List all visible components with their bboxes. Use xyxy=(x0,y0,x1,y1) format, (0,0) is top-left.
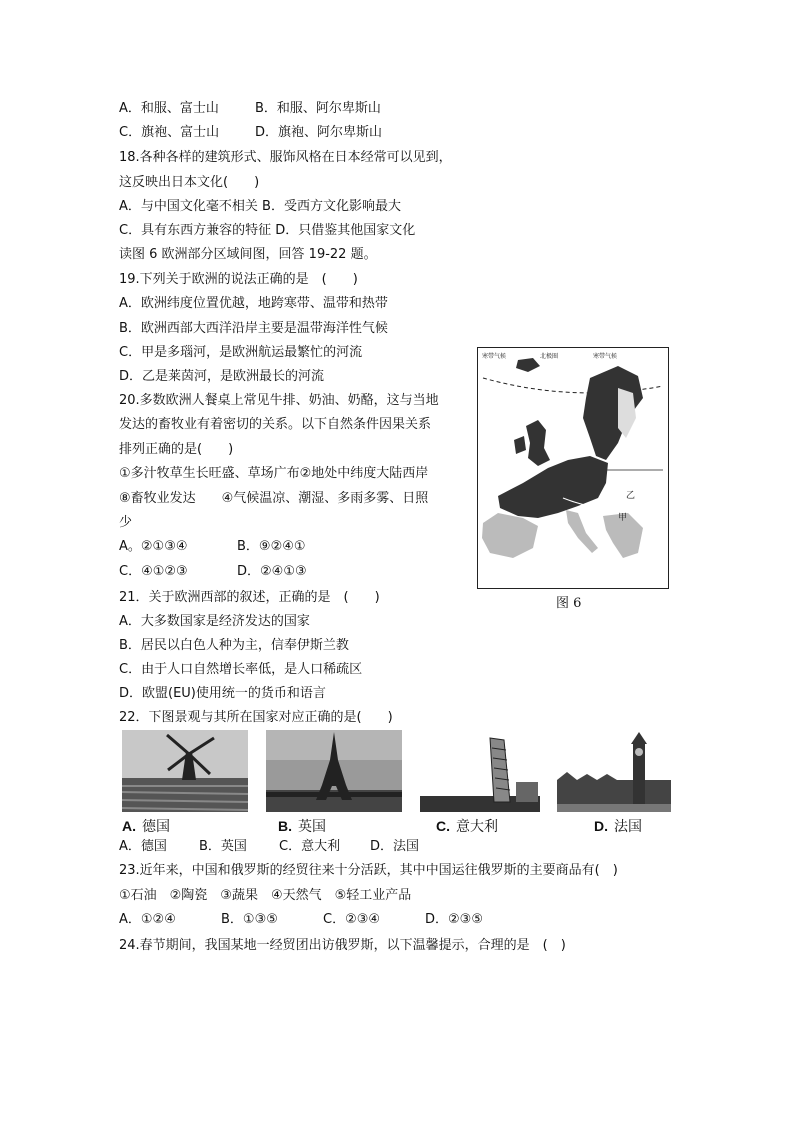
q23-stem: 23.近年来，中国和俄罗斯的经贸往来十分活跃，其中中国运往俄罗斯的主要商品有( ) xyxy=(119,863,618,878)
caption-a: A. 德国 xyxy=(122,818,170,835)
big-ben-image xyxy=(557,730,671,812)
iceland-shape xyxy=(516,358,540,372)
eiffel-tower-image xyxy=(266,730,402,812)
leaning-tower-image xyxy=(420,730,540,812)
windmill-image xyxy=(122,730,248,812)
q20-stem-line3: 排列正确的是( ) xyxy=(119,442,234,457)
q17-option-a: A．和服、富士山 xyxy=(119,101,219,116)
finland-shape xyxy=(618,388,636,438)
caption-b: B. 英国 xyxy=(278,818,326,835)
q20-item-line1: ①多汁牧草生长旺盛、草场广布②地处中纬度大陆西岸 xyxy=(119,466,429,481)
label-cold-climate-left: 寒带气候 xyxy=(482,353,507,360)
europe-map-figure xyxy=(477,347,669,589)
q17-option-b: B．和服、阿尔卑斯山 xyxy=(255,101,381,116)
q21-option-d: D．欧盟(EU)使用统一的货币和语言 xyxy=(119,686,326,701)
q19-option-a: A．欧洲纬度位置优越，地跨寒带、温带和热带 xyxy=(119,296,388,311)
q19-option-b: B．欧洲西部大西洋沿岸主要是温带海洋性气候 xyxy=(119,321,388,336)
photo-leaning-tower xyxy=(420,730,540,812)
q20-stem-line2: 发达的畜牧业有着密切的关系。以下自然条件因果关系 xyxy=(119,417,432,432)
q23-option-b: B．①③⑤ xyxy=(221,912,278,927)
q20-item-line3: 少 xyxy=(119,515,133,530)
caption-d: D. 法国 xyxy=(594,818,642,835)
q20-stem-line1: 20.多数欧洲人餐桌上常见牛排、奶油、奶酪，这与当地 xyxy=(119,393,439,408)
q17-option-c: C．旗袍、富士山 xyxy=(119,125,220,140)
q18-stem-line2: 这反映出日本文化( ) xyxy=(119,175,260,190)
q22-option-c: C．意大利 xyxy=(279,839,341,854)
q20-option-a: A。②①③④ xyxy=(119,539,188,554)
q20-option-b: B．⑨②④① xyxy=(237,539,306,554)
q21-stem: 21．关于欧洲西部的叙述，正确的是 ( ) xyxy=(119,590,380,605)
q19-option-c: C．甲是多瑙河，是欧洲航运最繁忙的河流 xyxy=(119,345,363,360)
reading-intro: 读图 6 欧洲部分区域间图，回答 19-22 题。 xyxy=(119,247,377,262)
q23-option-a: A．①②④ xyxy=(119,912,176,927)
q23-option-c: C．②③④ xyxy=(323,912,381,927)
q22-stem: 22．下图景观与其所在国家对应正确的是( ) xyxy=(119,710,393,725)
label-cold-climate-right: 寒带气候 xyxy=(593,353,618,360)
q22-option-b: B．英国 xyxy=(199,839,247,854)
western-europe-shape xyxy=(498,456,608,518)
q23-option-d: D．②③⑤ xyxy=(425,912,483,927)
photo-windmill xyxy=(122,730,248,812)
q20-option-c: C．④①②③ xyxy=(119,564,188,579)
q21-option-c: C．由于人口自然增长率低，是人口稀疏区 xyxy=(119,662,363,677)
q23-items: ①石油 ②陶瓷 ③蔬果 ④天然气 ⑤轻工业产品 xyxy=(119,888,412,903)
figure-caption: 图 6 xyxy=(556,596,582,611)
label-jia: 甲 xyxy=(618,513,628,523)
q21-option-a: A．大多数国家是经济发达的国家 xyxy=(119,614,310,629)
italy-shape xyxy=(566,510,598,553)
photo-big-ben xyxy=(557,730,671,812)
q21-option-b: B．居民以白色人种为主，信奉伊斯兰教 xyxy=(119,638,349,653)
iberia-shape xyxy=(482,513,538,558)
q22-option-d: D．法国 xyxy=(370,839,420,854)
q17-option-d: D．旗袍、阿尔卑斯山 xyxy=(255,125,383,140)
q20-item-line2: ⑧畜牧业发达 ④气候温凉、潮湿、多雨多雾、日照 xyxy=(119,491,429,506)
britain-shape xyxy=(526,420,550,466)
q18-stem-line1: 18.各种各样的建筑形式、服饰风格在日本经常可以见到， xyxy=(119,150,452,165)
q24-stem: 24.春节期间，我国某地一经贸团出访俄罗斯，以下温馨提示，合理的是 ( ) xyxy=(119,938,566,953)
q18-options-cd: C．具有东西方兼容的特征 D．只借鉴其他国家文化 xyxy=(119,223,416,238)
q20-option-d: D．②④①③ xyxy=(237,564,307,579)
label-yi: 乙 xyxy=(626,491,636,501)
photo-eiffel-tower xyxy=(266,730,402,812)
q19-option-d: D．乙是莱茵河，是欧洲最长的河流 xyxy=(119,369,325,384)
caption-c: C. 意大利 xyxy=(436,818,498,835)
q19-stem: 19.下列关于欧洲的说法正确的是 ( ) xyxy=(119,272,358,287)
q18-options-ab: A．与中国文化毫不相关 B．受西方文化影响最大 xyxy=(119,199,401,214)
label-arctic-circle: 北极圈 xyxy=(540,353,559,360)
q22-option-a: A．德国 xyxy=(119,839,167,854)
europe-map xyxy=(478,348,668,588)
ireland-shape xyxy=(514,436,526,454)
